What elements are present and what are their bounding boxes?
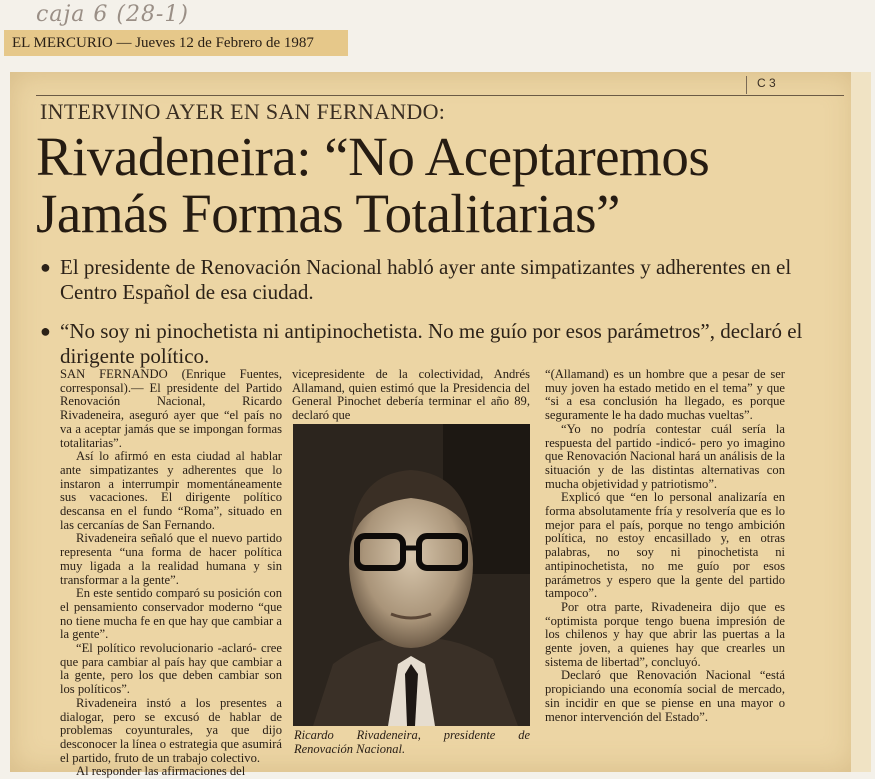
body-paragraph: Así lo afirmó en esta ciudad al hablar ante simpatizantes y adherentes que lo instaron a interrumpir momentáneamente sus vacaciones. El dirigente político descansa en el fundo “Roma”, situado en las cercanías de San Fernando. bbox=[60, 449, 282, 532]
body-paragraph: Rivadeneira señaló que el nuevo partido representa “una forma de hacer política muy ligada a la realidad humana y sin transformar a la gente”. bbox=[60, 531, 282, 587]
summary-bullet bbox=[40, 255, 840, 305]
summary-bullets bbox=[40, 255, 840, 369]
article-kicker: INTERVINO AYER EN SAN FERNANDO: bbox=[40, 99, 446, 124]
body-paragraph: “(Allamand) es un hombre que a pesar de ser muy joven ha estado metido en el tema” y que “si a esa conclusión ha llegado, es porque seguramente le ha dado muchas vueltas”. bbox=[545, 367, 785, 423]
body-paragraph: SAN FERNANDO (Enrique Fuentes, corresponsal).— El presidente del Partido Renovación Nacional, Ricardo Rivadeneira, aseguró ayer que “el país no va a aceptar jamás que se impongan formas totalitarias”. bbox=[60, 367, 282, 450]
page-code: C 3 bbox=[746, 76, 846, 94]
body-paragraph: “El político revolucionario -aclaró- cree que para cambiar al país hay que cambiar a la gente, pero los que deben cambiar son los políticos”. bbox=[60, 641, 282, 697]
publication-header: EL MERCURIO — Jueves 12 de Febrero de 1987 bbox=[4, 30, 348, 56]
photo-caption: Ricardo Rivadeneira, presidente de Renovación Nacional. bbox=[294, 728, 530, 756]
headline-line-1: Rivadeneira: “No Aceptaremos bbox=[36, 126, 710, 187]
clipping-edge bbox=[851, 72, 871, 772]
body-column-1 bbox=[60, 368, 282, 779]
portrait-photo bbox=[293, 424, 530, 726]
top-rule bbox=[36, 95, 844, 96]
summary-bullet bbox=[40, 319, 840, 369]
body-paragraph: Al responder las afirmaciones del bbox=[76, 764, 246, 779]
body-paragraph: Rivadeneira instó a los presentes a dialogar, pero se excusó de hablar de problemas coyunturales, ya que dijo desconocer la línea o estrategia que asumirá el partido, fruto de un trabajo colectivo. bbox=[60, 695, 282, 765]
body-paragraph: En este sentido comparó su posición con el pensamiento conservador moderno “que no tiene mucha fe en que hay que cambiar a la gente”. bbox=[60, 586, 282, 642]
body-paragraph: Declaró que Renovación Nacional “está propiciando una economía social de mercado, sin incidir en que se piense en una mayor o menor intervención del Estado”. bbox=[545, 668, 785, 724]
body-column-3 bbox=[545, 368, 785, 724]
bullet-text: El presidente de Renovación Nacional habló ayer ante simpatizantes y adherentes en el Centro Español de esa ciudad. bbox=[60, 255, 792, 304]
bullet-dot-icon: ● bbox=[40, 321, 51, 341]
body-paragraph: vicepresidente de la colectividad, Andrés Allamand, quien estimó que la Presidencia del General Pinochet debería terminar el año 89, declaró que bbox=[292, 367, 530, 423]
article-headline bbox=[36, 128, 836, 242]
body-paragraph: “Yo no podría contestar cuál sería la respuesta del partido -indicó- pero yo imagino que Renovación Nacional hará un análisis de la situación y de las distintas alternativas con mucha objetividad y patriotismo”. bbox=[545, 421, 785, 491]
handwritten-archive-note: caja 6 (28-1) bbox=[36, 2, 189, 27]
body-paragraph: Por otra parte, Rivadeneira dijo que es “optimista porque tengo buena impresión de los chilenos y hay que abrir las puertas a la gente joven, a quienes hay que crearles un sistema de libertad”, concluyó. bbox=[545, 599, 785, 669]
body-column-2 bbox=[292, 368, 530, 423]
bullet-text: “No soy ni pinochetista ni antipinochetista. No me guío por esos parámetros”, declaró el dirigente político. bbox=[60, 319, 803, 368]
body-paragraph: Explicó que “en lo personal analizaría en forma absolutamente fría y resolvería que es lo mejor para el país, porque no tengo ambición política, no estoy encasillado y, en otras palabras, no soy ni pinochetista ni antipinochetista, no me guío por esos parámetros y espero que la gente del partido tampoco”. bbox=[545, 490, 785, 601]
portrait-image bbox=[293, 424, 530, 726]
headline-line-2: Jamás Formas Totalitarias” bbox=[36, 183, 620, 244]
bullet-dot-icon: ● bbox=[40, 257, 51, 277]
